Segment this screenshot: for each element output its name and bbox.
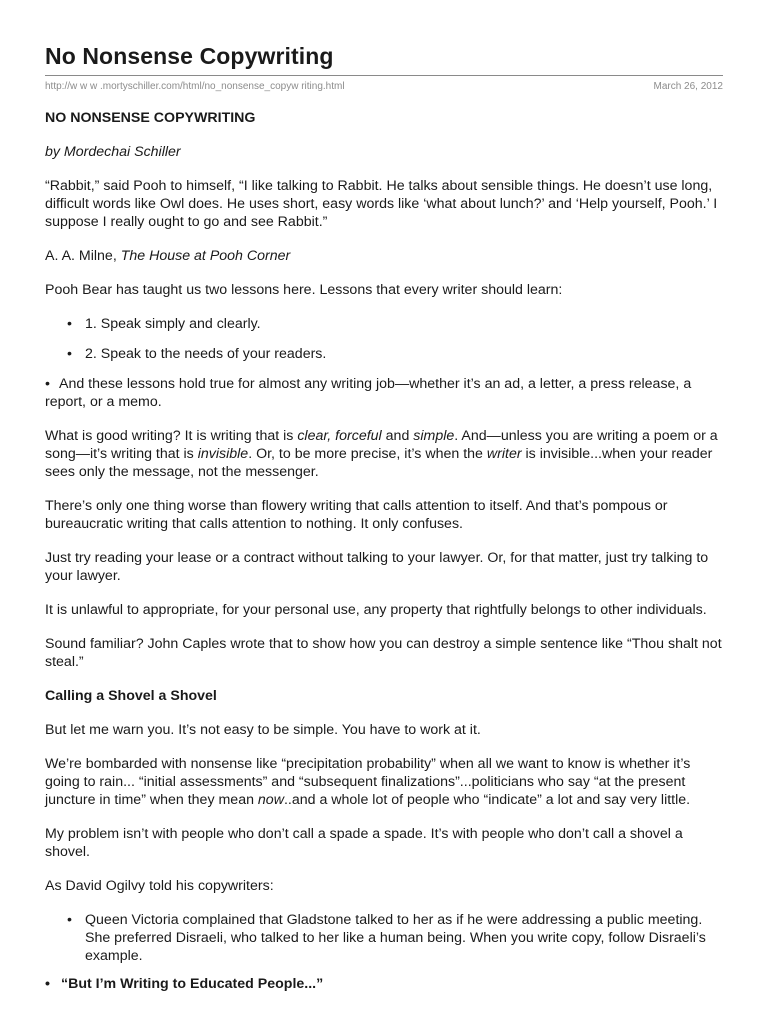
text-run: . Or, to be more precise, it’s when the	[248, 446, 487, 462]
list-item	[45, 911, 723, 965]
lessons-followup-text: And these lessons hold true for almost any writing job—whether it’s an ad, a letter, a press release, a report, or a memo.	[45, 376, 692, 410]
section-heading: Calling a Shovel a Shovel	[45, 688, 217, 704]
bullet-icon: •	[45, 976, 50, 992]
lessons-intro: Pooh Bear has taught us two lessons here. Lessons that every writer should learn:	[45, 282, 563, 298]
title-divider	[45, 75, 723, 76]
text-run: ..and a whole lot of people who “indicate” a lot and say very little.	[283, 792, 691, 808]
lease-paragraph: Just try reading your lease or a contract without talking to your lawyer. Or, for that matter, just try talking to your lawyer.	[45, 550, 709, 584]
pooh-quote: “Rabbit,” said Pooh to himself, “I like talking to Rabbit. He talks about sensible things. He doesn’t use long, difficult words like Owl does. He uses short, easy words like ‘what about lunch?’ and ‘Help yourself, Pooh.’ I suppose I really ought to go and see Rabbit.”	[45, 178, 718, 230]
lessons-list	[45, 315, 723, 363]
text-run: What is good writing? It is writing that is	[45, 428, 298, 444]
text-run: We’re bombarded with nonsense like “precipitation probability” when all we want to know is whether it’s going to rain... “initial assessments” and “subsequent finalizations”...politicians who say “at the present juncture in time” when they mean	[45, 756, 691, 808]
emphasis-run: now	[257, 792, 284, 808]
bullet-icon: •	[67, 316, 72, 332]
ogilvy-quote-list	[45, 911, 723, 965]
emphasis-run: writer	[486, 446, 522, 462]
spade-paragraph: My problem isn’t with people who don’t call a spade a spade. It’s with people who don’t call a shovel a shovel.	[45, 826, 683, 860]
familiar-paragraph: Sound familiar? John Caples wrote that to show how you can destroy a simple sentence like “Thou shalt not steal.”	[45, 636, 722, 670]
document-title: No Nonsense Copywriting	[45, 43, 334, 69]
lesson-text: 2. Speak to the needs of your readers.	[85, 346, 327, 362]
warn-paragraph: But let me warn you. It’s not easy to be simple. You have to work at it.	[45, 722, 481, 738]
list-item	[45, 345, 723, 363]
list-item	[45, 315, 723, 333]
text-run: . And—unless you are writing a poem or a song—it’s writing that is	[45, 428, 718, 462]
attribution-book: The House at Pooh Corner	[120, 248, 291, 264]
bullet-icon: •	[45, 376, 50, 392]
worse-paragraph: There’s only one thing worse than flowery writing that calls attention to itself. And that’s pompous or bureaucratic writing that calls attention to nothing. It only confuses.	[45, 498, 668, 532]
article-heading: NO NONSENSE COPYWRITING	[45, 110, 256, 126]
good-writing-paragraph	[45, 427, 723, 481]
article-byline: by Mordechai Schiller	[45, 144, 181, 160]
next-heading-text: “But I’m Writing to Educated People...”	[61, 976, 324, 992]
text-run: and	[381, 428, 414, 444]
quote-attribution	[45, 247, 723, 265]
bombarded-paragraph	[45, 755, 723, 809]
ogilvy-quote: Queen Victoria complained that Gladstone talked to her as if he were addressing a public meeting. She preferred Disraeli, who talked to her like a human being. When you write copy, follow Disraeli’s example.	[85, 912, 706, 964]
lesson-text: 1. Speak simply and clearly.	[85, 316, 261, 332]
emphasis-run: clear, forceful	[297, 428, 382, 444]
text-run: is invisible...when your reader sees only the message, not the messenger.	[45, 446, 713, 480]
emphasis-run: simple	[413, 428, 455, 444]
bullet-icon: •	[67, 346, 72, 362]
bullet-icon: •	[67, 912, 72, 928]
unlawful-paragraph: It is unlawful to appropriate, for your personal use, any property that rightfully belongs to other individuals.	[45, 602, 707, 618]
article-body	[45, 109, 723, 993]
emphasis-run: invisible	[197, 446, 249, 462]
ogilvy-intro: As David Ogilvy told his copywriters:	[45, 878, 274, 894]
publish-date: March 26, 2012	[653, 81, 723, 92]
next-section-heading	[45, 975, 723, 993]
source-url[interactable]: http://w w w .mortyschiller.com/html/no_nonsense_copyw riting.html	[45, 81, 345, 92]
attribution-author: A. A. Milne,	[45, 248, 121, 264]
lessons-followup	[45, 375, 723, 411]
